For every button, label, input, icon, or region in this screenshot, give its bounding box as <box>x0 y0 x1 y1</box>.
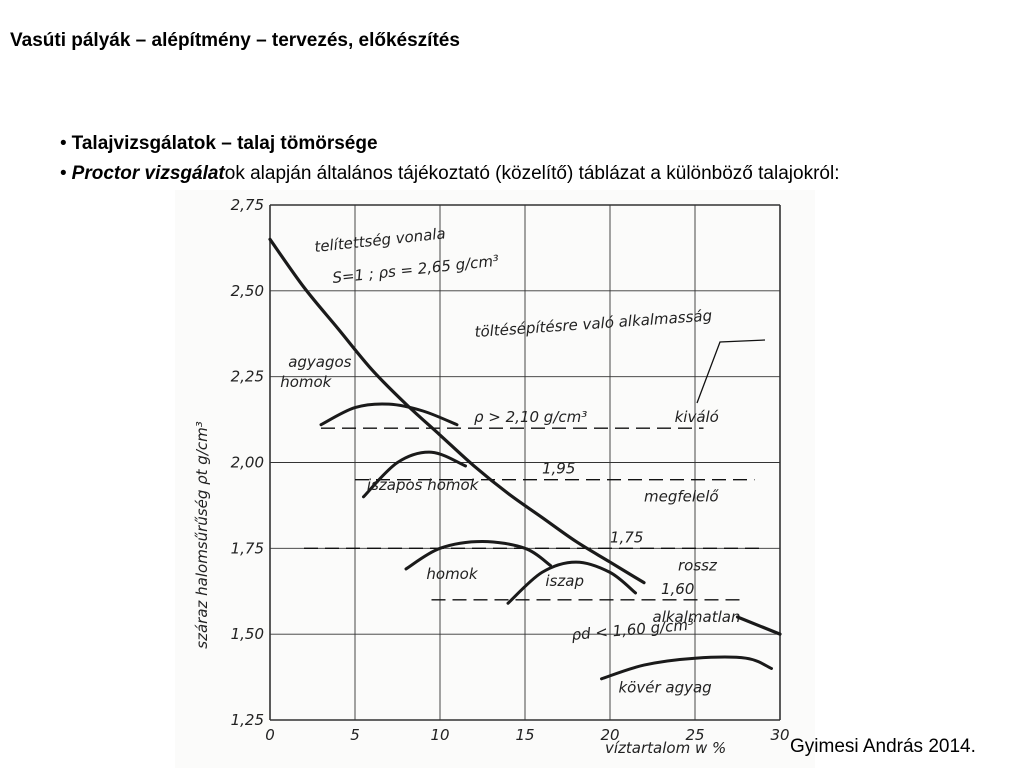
soil-curve-label: iszapos homok <box>366 475 479 494</box>
x-tick-label: 25 <box>685 726 705 744</box>
author-credit: Gyimesi András 2014. <box>790 736 976 757</box>
bullet-dot: • <box>60 163 67 184</box>
slide-title: Vasúti pályák – alépítmény – tervezés, előkészítés <box>10 30 460 51</box>
suitability-class-label: rossz <box>678 556 717 575</box>
suitability-class-label: alkalmatlan <box>652 607 741 626</box>
bottom-density-label: ρd < 1,60 g/cm³ <box>570 615 695 644</box>
y-tick-label: 1,50 <box>230 625 264 644</box>
y-tick-label: 2,75 <box>230 196 264 214</box>
y-axis-label: száraz halomsűrűség ρt g/cm³ <box>193 421 211 649</box>
soil-curve-label: agyagos <box>288 352 352 371</box>
x-tick-label: 10 <box>430 726 450 744</box>
soil-curve-label: homok <box>280 372 332 391</box>
x-tick-label: 20 <box>600 726 620 744</box>
threshold-value-label: ρ > 2,10 g/cm³ <box>474 408 588 427</box>
y-tick-label: 2,50 <box>230 281 264 300</box>
proctor-chart <box>175 190 815 768</box>
threshold-value-label: 1,75 <box>610 528 644 547</box>
x-tick-label: 30 <box>770 726 790 744</box>
bullet-2-emphasis: Proctor vizsgálat <box>71 163 225 184</box>
bullet-1-text: Talajvizsgálatok – talaj tömörsége <box>71 133 378 154</box>
soil-curve-label: iszap <box>545 572 584 591</box>
threshold-value-label: 1,95 <box>542 459 576 478</box>
y-tick-label: 2,25 <box>230 367 264 386</box>
y-tick-label: 2,00 <box>230 453 264 472</box>
soil-curve-label: homok <box>426 565 478 584</box>
x-tick-label: 15 <box>515 726 535 744</box>
y-tick-label: 1,75 <box>230 539 264 558</box>
saturation-line-formula: S=1 ; ρs = 2,65 g/cm³ <box>331 251 500 287</box>
bullet-2-text: ok alapján általános tájékoztató (közelítő) táblázat a különböző talajokról: <box>224 163 840 184</box>
suitability-class-label: megfelelő <box>644 487 719 506</box>
bullet-dot: • <box>60 133 67 154</box>
suitability-class-label: kiváló <box>674 408 719 427</box>
soil-curve-label: kövér agyag <box>618 678 712 697</box>
threshold-value-label: 1,60 <box>661 579 695 598</box>
bullet-proctor <box>60 163 839 185</box>
x-tick-label: 0 <box>265 726 275 744</box>
saturation-line-label: telítettség vonala <box>313 224 447 256</box>
suitability-title: töltésépítésre való alkalmasság <box>474 306 713 341</box>
x-axis-label: víztartalom w % <box>605 739 727 757</box>
bullet-tomorseg <box>60 133 378 155</box>
x-tick-label: 5 <box>350 726 360 744</box>
y-tick-label: 1,25 <box>230 711 264 729</box>
